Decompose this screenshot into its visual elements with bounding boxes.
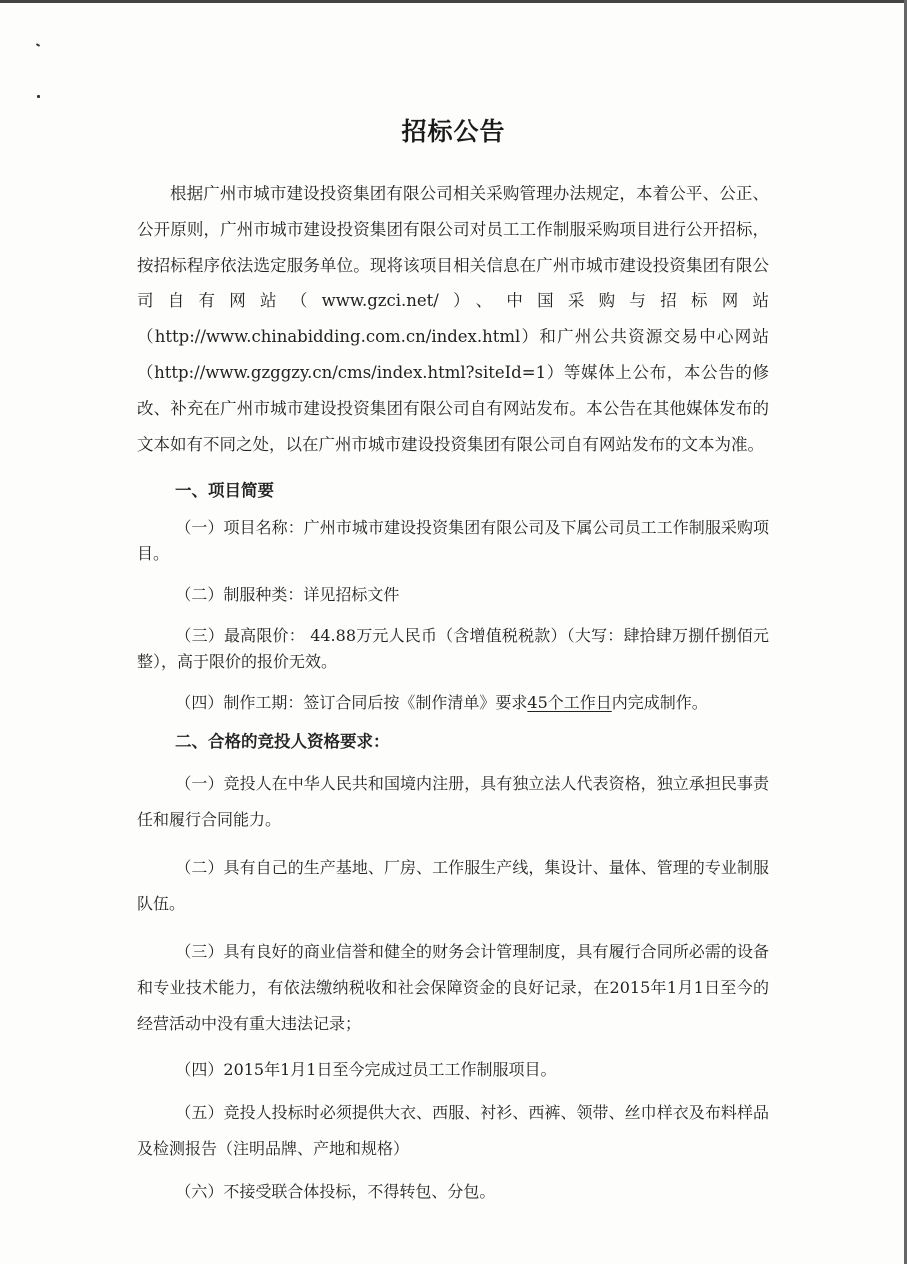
scan-speck	[37, 95, 40, 98]
requirement-item: （二）具有自己的生产基地、厂房、工作服生产线，集设计、量体、管理的专业制服队伍。	[137, 858, 769, 914]
uniform-type-item: （二）制服种类：详见招标文件	[175, 585, 400, 605]
scan-speck	[36, 43, 40, 47]
intro-paragraph: 根据广州市城市建设投资集团有限公司相关采购管理办法规定，本着公平、公正、公开原则，广州市城市建设投资集团有限公司对员工工作制服采购项目进行公开招标，按招标程序依法选定服务单位。现将该项目相关信息在广州市城市建设投资集团有限公司自有网站（www.gzci.net/）、中国采购与招标网站（http://www.chinabidding.com.cn/index.html）和广州公共资源交易中心网站（http://www.gzggzy.cn/cms/index.html?siteId=1）等媒体上公布，本公告的修改、补充在广州市城市建设投资集团有限公司自有网站发布。本公告在其他媒体发布的文本如有不同之处，以在广州市城市建设投资集团有限公司自有网站发布的文本为准。	[137, 184, 769, 454]
project-name-item: （一）项目名称：广州市城市建设投资集团有限公司及下属公司员工工作制服采购项目。	[137, 518, 769, 564]
scan-edge-top	[0, 0, 907, 3]
document-title: 招标公告	[401, 117, 506, 146]
production-days-underlined: 45个工作日	[527, 693, 612, 713]
production-period-prefix: （四）制作工期：签订合同后按《制作清单》要求	[175, 693, 528, 713]
document-body	[137, 176, 769, 1205]
section-heading-project-summary: 一、项目简要	[175, 481, 274, 501]
requirement-item: （五）竞投人投标时必须提供大衣、西服、衬衫、西裤、领带、丝巾样衣及布料样品及检测报告（注明品牌、产地和规格）	[137, 1103, 769, 1159]
production-period-item	[137, 690, 769, 716]
requirement-item: （一）竞投人在中华人民共和国境内注册，具有独立法人代表资格，独立承担民事责任和履行合同能力。	[137, 774, 769, 830]
requirement-item: （六）不接受联合体投标，不得转包、分包。	[175, 1182, 496, 1202]
production-period-suffix: 内完成制作。	[611, 693, 708, 713]
requirement-item: （三）具有良好的商业信誉和健全的财务会计管理制度，具有履行合同所必需的设备和专业技术能力，有依法缴纳税收和社会保障资金的良好记录，在2015年1月1日至今的经营活动中没有重大违法记录；	[137, 942, 769, 1034]
price-cap-item: （三）最高限价： 44.88万元人民币（含增值税税款）（大写：肆拾肆万捌仟捌佰元整），高于限价的报价无效。	[137, 626, 769, 672]
section-heading-bidder-requirements: 二、合格的竞投人资格要求：	[175, 732, 390, 752]
requirement-item: （四）2015年1月1日至今完成过员工工作制服项目。	[175, 1060, 557, 1080]
